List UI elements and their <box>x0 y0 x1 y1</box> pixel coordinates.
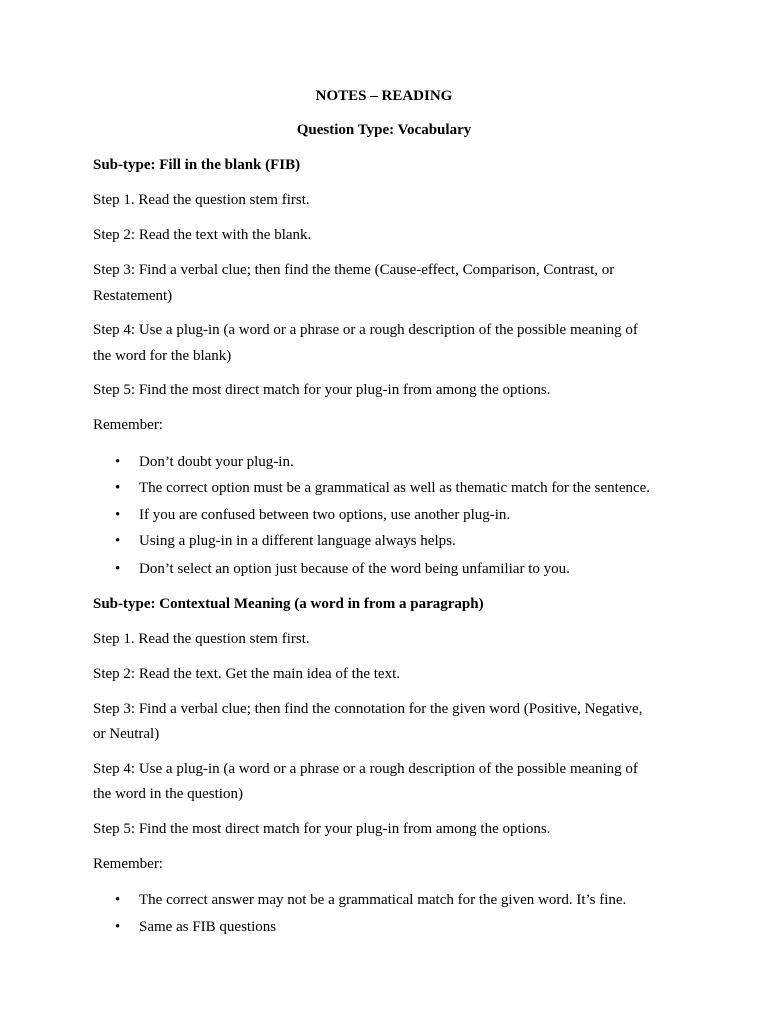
question-type-heading: Question Type: Vocabulary <box>296 122 472 138</box>
list-item-text: Don’t select an option just because of the word being unfamiliar to you. <box>139 561 570 577</box>
bullet-icon: • <box>115 919 121 935</box>
list-item-text: Same as FIB questions <box>139 919 277 935</box>
subtype-heading-fib: Sub-type: Fill in the blank (FIB) <box>93 157 301 173</box>
bullet-icon: • <box>115 561 121 577</box>
bullet-icon: • <box>115 480 121 496</box>
cm-step-2: Step 2: Read the text. Get the main idea of the text. <box>93 666 400 682</box>
cm-step-5: Step 5: Find the most direct match for your plug-in from among the options. <box>93 821 551 837</box>
list-item-text: Using a plug-in in a different language always helps. <box>139 533 456 549</box>
cm-step-3-line-2: or Neutral) <box>93 726 160 742</box>
list-item-text: If you are confused between two options, use another plug-in. <box>139 507 511 523</box>
list-item-text: The correct answer may not be a grammatical match for the given word. It’s fine. <box>139 892 627 908</box>
fib-step-1: Step 1. Read the question stem first. <box>93 192 310 208</box>
bullet-icon: • <box>115 507 121 523</box>
list-item-text: The correct option must be a grammatical as well as thematic match for the sentence. <box>139 480 651 496</box>
fib-step-5: Step 5: Find the most direct match for your plug-in from among the options. <box>93 382 551 398</box>
bullet-icon: • <box>115 533 121 549</box>
fib-step-4-line-2: the word for the blank) <box>93 348 232 364</box>
fib-step-4-line-1: Step 4: Use a plug-in (a word or a phrase or a rough description of the possible meaning of <box>93 322 638 338</box>
fib-remember-label: Remember: <box>93 417 163 433</box>
subtype-heading-contextual-meaning: Sub-type: Contextual Meaning (a word in from a paragraph) <box>93 596 484 612</box>
fib-step-3-line-1: Step 3: Find a verbal clue; then find the theme (Cause-effect, Comparison, Contrast, or <box>93 262 615 278</box>
cm-remember-label: Remember: <box>93 856 163 872</box>
cm-step-4-line-1: Step 4: Use a plug-in (a word or a phrase or a rough description of the possible meaning of <box>93 761 638 777</box>
fib-step-3-line-2: Restatement) <box>93 288 173 304</box>
document-title: NOTES – READING <box>315 88 453 104</box>
cm-step-4-line-2: the word in the question) <box>93 786 243 802</box>
bullet-icon: • <box>115 892 121 908</box>
bullet-icon: • <box>115 454 121 470</box>
cm-step-1: Step 1. Read the question stem first. <box>93 631 310 647</box>
list-item-text: Don’t doubt your plug-in. <box>139 454 294 470</box>
fib-step-2: Step 2: Read the text with the blank. <box>93 227 312 243</box>
cm-step-3-line-1: Step 3: Find a verbal clue; then find the connotation for the given word (Positive, Negative, <box>93 701 643 717</box>
